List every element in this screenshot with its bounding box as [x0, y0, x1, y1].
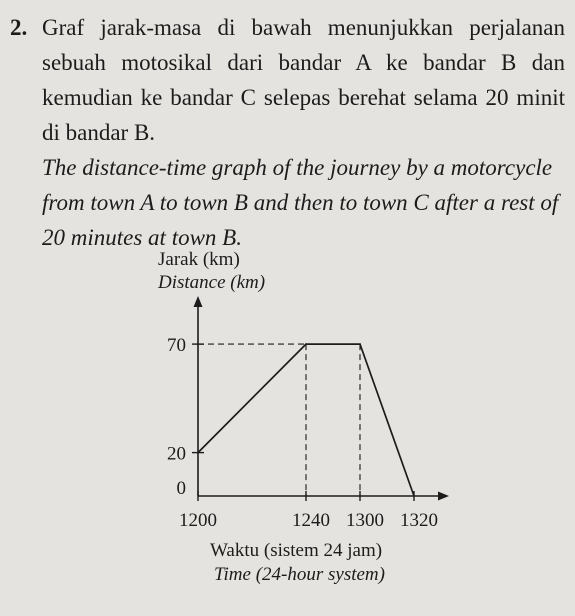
journey-point-1	[197, 452, 199, 454]
question-body	[42, 10, 565, 255]
y-tick-label-20: 20	[167, 443, 186, 465]
journey-point-4	[413, 495, 415, 497]
y-axis-arrow	[194, 296, 203, 307]
y-axis-label-malay: Jarak (km)	[158, 249, 240, 270]
axes	[194, 296, 450, 501]
x-tick-label-1320: 1320	[400, 510, 438, 531]
question-text-english: The distance-time graph of the journey by a motorcycle from town A to town B and then to town C after a rest of 20 minutes at town B.	[42, 155, 559, 250]
question-text-malay: Graf jarak-masa di bawah menunjukkan perjalanan sebuah motosikal dari bandar A ke bandar B dan kemudian ke bandar C selepas berehat selama 20 minit di bandar B.	[42, 15, 565, 145]
ticks	[192, 344, 414, 501]
y-tick-label-70: 70	[167, 335, 186, 357]
question-block	[10, 10, 565, 255]
x-axis-label-malay: Waktu (sistem 24 jam)	[210, 540, 383, 561]
tick-labels	[167, 335, 438, 531]
x-axis-label-english: Time (24-hour system)	[214, 564, 385, 585]
x-axis-arrow	[438, 492, 449, 501]
journey-point-3	[359, 343, 361, 345]
guide-lines	[198, 344, 360, 496]
x-tick-label-1240: 1240	[292, 510, 330, 531]
journey-point-2	[305, 343, 307, 345]
question-number: 2.	[10, 15, 28, 40]
y-tick-label-0: 0	[176, 478, 186, 499]
distance-time-graph	[0, 240, 575, 616]
y-axis-label-english: Distance (km)	[158, 272, 266, 293]
x-tick-label-1300: 1300	[346, 510, 384, 531]
x-tick-label-1200: 1200	[179, 510, 217, 531]
